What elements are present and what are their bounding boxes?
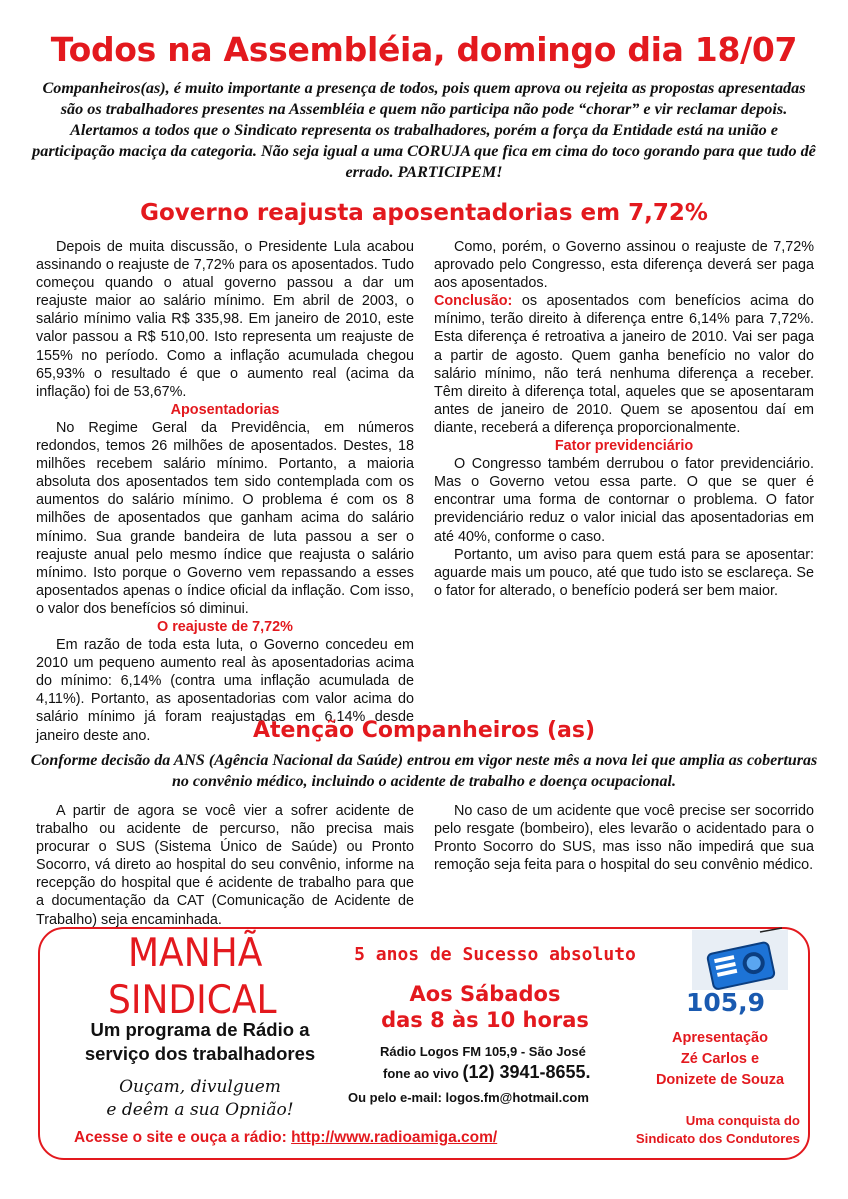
site-label: Acesse o site e ouça a rádio: bbox=[74, 1129, 292, 1146]
email-line[interactable]: Ou pelo e-mail: logos.fm@hotmail.com bbox=[348, 1090, 589, 1105]
article2-column-left bbox=[36, 802, 414, 928]
article2-column-right bbox=[434, 802, 814, 874]
conquest-block bbox=[600, 1112, 800, 1147]
station-name: Rádio Logos FM 105,9 - São José bbox=[380, 1044, 586, 1059]
intro-paragraph: Companheiros(as), é muito importante a presença de todos, pois quem aprova ou rejeita as propostas apresentadas são os trabalhadores presentes na Assembléia e quem não participa não pode “chorar” e vir reclamar depois. Alertamos a todos que o Sindicato representa os trabalhadores, porém a força da Entidade está na união e participação maciça da categoria. Não seja igual a uma CORUJA que fica em cima do toco gorando para que tudo dê errado. PARTICIPEM! bbox=[32, 79, 816, 181]
article-paragraph: O Congresso também derrubou o fator previdenciário. Mas o Governo vetou essa parte. O que se quer é encontrar uma forma de contornar o problema. O fator previdenciário reduz o valor inicial das aposentadorias em até 40%, conforme o caso. bbox=[434, 456, 814, 545]
presenter-name: Donizete de Souza bbox=[655, 1072, 785, 1088]
handwritten-message-line2: e deêm a sua Opnião! bbox=[106, 1100, 294, 1120]
site-line bbox=[74, 1129, 497, 1147]
article-paragraph: Depois de muita discussão, o Presidente Lula acabou assinando o reajuste de 7,72% para os aposentados. Tudo começou quando o atual governo passou a dar um reajuste maior ao salário mínimo. Em abril de 2003, o salário mínimo valia R$ 335,98. Em janeiro de 2010, este valor passou a R$ 510,00. Isto representa um reajuste de 155% no período. Como a inflação acumulada chegou 65,93% o resultado é que o aumento real (acima da inflação) foi de 53,67%. bbox=[36, 239, 414, 400]
schedule-line1: Aos Sábados bbox=[409, 982, 561, 1006]
site-link[interactable]: http://www.radioamiga.com/ bbox=[291, 1129, 498, 1146]
subheading-aposentadorias: Aposentadorias bbox=[170, 401, 280, 418]
section-title-atencao: Atenção Companheiros (as) bbox=[252, 718, 596, 743]
page-title: Todos na Assembléia, domingo dia 18/07 bbox=[50, 30, 798, 69]
phone-number[interactable]: (12) 3941-8655. bbox=[462, 1062, 591, 1082]
frequency-label: 105,9 bbox=[686, 988, 766, 1017]
article-paragraph: Como, porém, o Governo assinou o reajuste de 7,72% aprovado pelo Congresso, esta diferença deverá ser paga aos aposentados. bbox=[434, 239, 814, 292]
success-tagline: 5 anos de Sucesso absoluto bbox=[354, 944, 636, 965]
conclusion-label: Conclusão: bbox=[434, 293, 513, 310]
section2-intro: Conforme decisão da ANS (Agência Nacional da Saúde) entrou em vigor neste mês a nova lei que amplia as coberturas no convênio médico, incluindo o acidente de trabalho e doença ocupacional. bbox=[30, 752, 818, 790]
handwritten-message-line1: Ouçam, divulguem bbox=[119, 1077, 281, 1097]
phone-label: fone ao vivo bbox=[383, 1066, 463, 1081]
article-column-left bbox=[36, 238, 414, 745]
program-name-line2: SINDICAL bbox=[108, 977, 277, 1024]
subheading-fator: Fator previdenciário bbox=[554, 438, 694, 455]
subheading-reajuste: O reajuste de 7,72% bbox=[157, 618, 293, 635]
presenter-name: Zé Carlos e bbox=[680, 1051, 760, 1067]
presenters-label: Apresentação bbox=[672, 1030, 768, 1046]
article-paragraph: A partir de agora se você vier a sofrer acidente de trabalho ou acidente de percurso, não precisa mais procurar o SUS (Sistema Único de Saúde) ou Pronto Socorro, vá direto ao hospital do seu convênio, informe na recepção do hospital que é acidente de trabalho para que a documentação da CAT (Comunicação de Acidente de Trabalho) seja encaminhada. bbox=[36, 803, 414, 928]
conquest-line2: Sindicato dos Condutores bbox=[635, 1130, 800, 1146]
program-description-line2: serviço dos trabalhadores bbox=[84, 1043, 316, 1064]
phone-line bbox=[383, 1062, 591, 1083]
article-paragraph: Em razão de toda esta luta, o Governo concedeu em 2010 um pequeno aumento real às aposentadorias acima do mínimo: 6,14% (contra uma inflação acumulada de 4,11%). Portanto, as aposentadorias com valor acima do salário mínimo já foram reajustadas em 6,14% desde janeiro deste ano. bbox=[36, 637, 414, 744]
presenters-block bbox=[640, 1028, 800, 1091]
article-paragraph: No Regime Geral da Previdência, em números redondos, temos 26 milhões de aposentados. Destes, 18 milhões recebem salário mínimo. Portanto, a maioria absoluta dos aposentados tem sido contemplada com os aumentos do salário mínimo. O problema é com os 8 milhões de aposentados que ganham acima do salário mínimo. Sua grande bandeira de luta passou a ser o reajuste anual pelo mesmo índice que reajusta o salário mínimo. Isto porque o Governo vem repassando a esses aposentados apenas o índice oficial da inflação. Com isso, o valor dos benefícios só diminui. bbox=[36, 419, 414, 617]
article-paragraph: Portanto, um aviso para quem está para se aposentar: aguarde mais um pouco, até que tudo isto se esclareça. Se o fator for alterado, o benefício poderá ser bem maior. bbox=[434, 546, 814, 599]
program-description-line1: Um programa de Rádio a bbox=[90, 1019, 310, 1040]
article-column-right bbox=[434, 238, 814, 600]
schedule-line2: das 8 às 10 horas bbox=[381, 1008, 589, 1032]
article-paragraph: No caso de um acidente que você precise ser socorrido pelo resgate (bombeiro), eles levarão o acidentado para o Pronto Socorro do SUS, mas isso não impedirá que sua remoção seja feita para o hospital do seu convênio médico. bbox=[434, 803, 814, 874]
conclusion-text: os aposentados com benefícios acima do mínimo, terão direito à diferença entre 6,14% para 7,72%. Esta diferença é retroativa a janeiro de 2010. Vai ser paga a partir de agosto. Quem ganha benefício no valor do salário mínimo, não terá nenhuma diferença a receber. Têm direito à diferença total, aqueles que se aposentaram antes de janeiro de 2010. Quem se aposentou daí em diante, receberá a diferença proporcionalmente. bbox=[434, 293, 814, 436]
radio-icon bbox=[690, 928, 790, 992]
section-title-aposentadorias: Governo reajusta aposentadorias em 7,72% bbox=[140, 200, 708, 226]
conclusion-paragraph bbox=[434, 292, 814, 437]
conquest-line1: Uma conquista do bbox=[685, 1113, 800, 1128]
program-name-line1: MANHÃ bbox=[128, 930, 263, 977]
